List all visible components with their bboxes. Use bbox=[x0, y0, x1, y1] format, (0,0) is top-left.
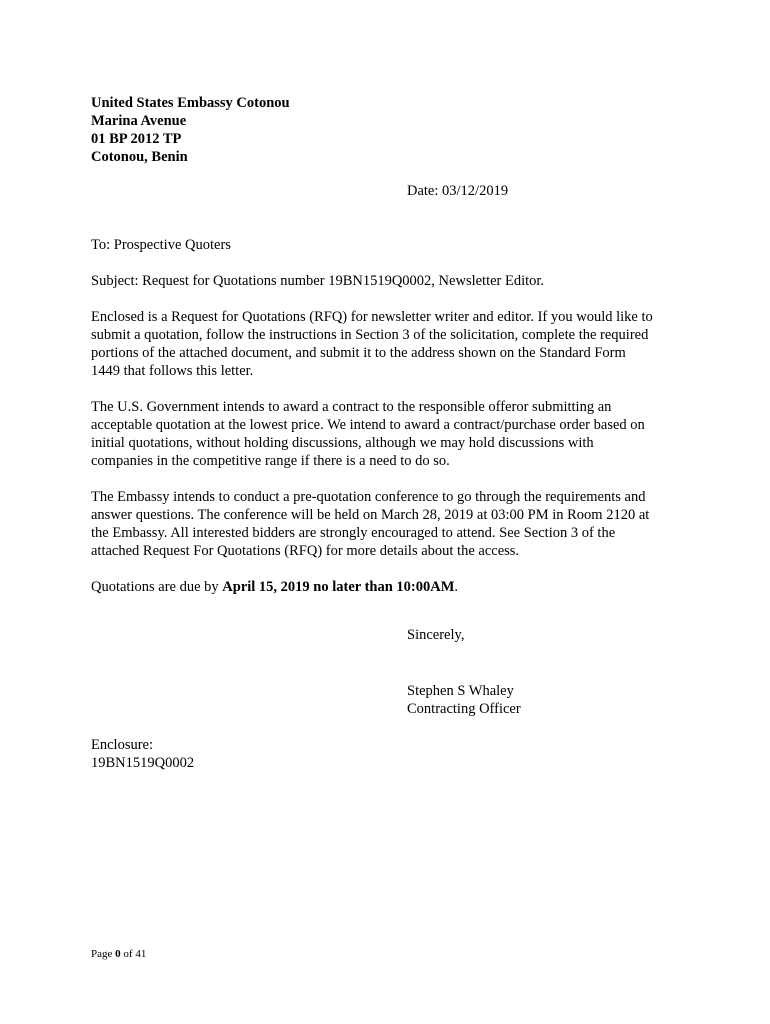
paragraph-conference bbox=[91, 488, 691, 560]
sender-street: Marina Avenue bbox=[91, 113, 187, 129]
signer-name: Stephen S Whaley bbox=[407, 683, 514, 699]
paragraph-line: answer questions. The conference will be held on March 28, 2019 at 03:00 PM in Room 2120 at bbox=[91, 507, 650, 523]
paragraph-award-intent bbox=[91, 398, 691, 470]
paragraph-line: The U.S. Government intends to award a contract to the responsible offeror submitting an bbox=[91, 399, 612, 415]
enclosure-label: Enclosure: bbox=[91, 737, 154, 753]
paragraph-line: portions of the attached document, and submit it to the address shown on the Standard Form bbox=[91, 345, 626, 361]
paragraph-line: the Embassy. All interested bidders are strongly encouraged to attend. See Section 3 of the bbox=[91, 525, 616, 541]
paragraph-line: initial quotations, without holding discussions, although we may hold discussions with bbox=[91, 435, 594, 451]
paragraph-line: The Embassy intends to conduct a pre-quotation conference to go through the requirements and bbox=[91, 489, 646, 505]
signature-block bbox=[407, 682, 521, 718]
paragraph-line: submit a quotation, follow the instructions in Section 3 of the solicitation, complete the required bbox=[91, 327, 649, 343]
closing-salutation: Sincerely, bbox=[407, 627, 465, 643]
enclosure-reference: 19BN1519Q0002 bbox=[91, 755, 195, 771]
paragraph-line: acceptable quotation at the lowest price. We intend to award a contract/purchase order based on bbox=[91, 417, 645, 433]
page-footer bbox=[91, 947, 146, 961]
page-total: 41 bbox=[135, 948, 147, 960]
letter-date: Date: 03/12/2019 bbox=[407, 183, 509, 199]
due-date-line bbox=[91, 578, 691, 596]
paragraph-enclosed-rfq bbox=[91, 308, 691, 380]
paragraph-line: 1449 that follows this letter. bbox=[91, 363, 254, 379]
sender-name: United States Embassy Cotonou bbox=[91, 95, 290, 111]
paragraph-line: attached Request For Quotations (RFQ) for more details about the access. bbox=[91, 543, 520, 559]
subject-line: Subject: Request for Quotations number 19BN1519Q0002, Newsletter Editor. bbox=[91, 273, 545, 289]
signer-title: Contracting Officer bbox=[407, 701, 521, 717]
paragraph-line: Enclosed is a Request for Quotations (RFQ) for newsletter writer and editor. If you would like to bbox=[91, 309, 653, 325]
enclosure-block bbox=[91, 736, 194, 772]
letter-body bbox=[91, 236, 691, 596]
due-suffix: . bbox=[454, 579, 459, 595]
sender-address-block bbox=[91, 94, 290, 166]
due-deadline: April 15, 2019 no later than 10:00AM bbox=[222, 579, 455, 595]
paragraph-line: companies in the competitive range if there is a need to do so. bbox=[91, 453, 450, 469]
page-number: 0 bbox=[115, 948, 121, 960]
recipient-line: To: Prospective Quoters bbox=[91, 237, 231, 253]
page-of-label: of bbox=[120, 948, 136, 960]
sender-box: 01 BP 2012 TP bbox=[91, 131, 182, 147]
page-label: Page bbox=[91, 948, 116, 960]
sender-city: Cotonou, Benin bbox=[91, 149, 188, 165]
due-prefix: Quotations are due by bbox=[91, 579, 223, 595]
